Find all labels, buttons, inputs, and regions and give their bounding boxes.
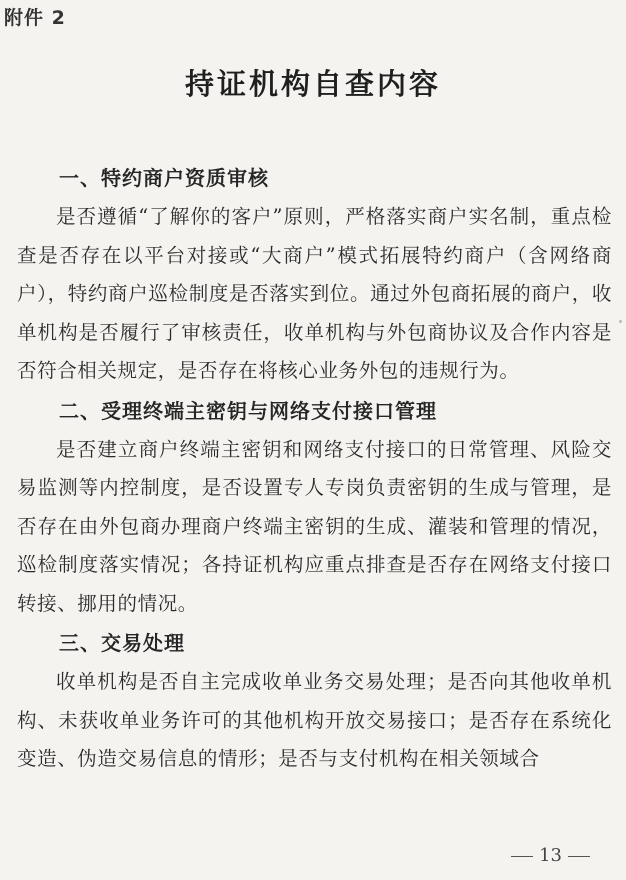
- section-heading: 三、交易处理: [59, 631, 185, 655]
- scan-artifact: [619, 320, 622, 323]
- section-heading: 二、受理终端主密钥与网络支付接口管理: [59, 398, 437, 423]
- dash-left: [511, 856, 533, 857]
- section-terminal-key-management: [17, 391, 612, 624]
- page-number: [505, 845, 596, 866]
- attachment-label: 附件 2: [4, 7, 66, 29]
- section-paragraph: 是否遵循“了解你的客户”原则，严格落实商户实名制，重点检查是否存在以平台对接或“大商户”模式拓展特约商户（含网络商户），特约商户巡检制度是否落实到位。通过外包商拓展的商户，收单机构是否履行了审核责任，收单机构与外包商协议及合作内容是否符合相关规定，是否存在将核心业务外包的违规行为。: [17, 205, 612, 382]
- section-paragraph: 收单机构是否自主完成收单业务交易处理；是否向其他收单机构、未获收单业务许可的其他机构开放交易接口；是否存在系统化变造、伪造交易信息的情形；是否与支付机构在相关领域合: [17, 670, 612, 770]
- dash-right: [568, 856, 590, 857]
- section-paragraph: 是否建立商户终端主密钥和网络支付接口的日常管理、风险交易监测等内控制度，是否设置专人专岗负责密钥的生成与管理，是否存在由外包商办理商户终端主密钥的生成、灌装和管理的情况，巡检制度落实情况；各持证机构应重点排查是否存在网络支付接口转接、挪用的情况。: [17, 437, 612, 615]
- document-title: 持证机构自查内容: [184, 67, 441, 101]
- document-body: [17, 158, 612, 779]
- section-heading: 一、特约商户资质审核: [59, 166, 269, 190]
- page-number-value: 13: [539, 845, 562, 866]
- section-merchant-qualification: [17, 158, 612, 391]
- section-transaction-processing: [17, 623, 612, 779]
